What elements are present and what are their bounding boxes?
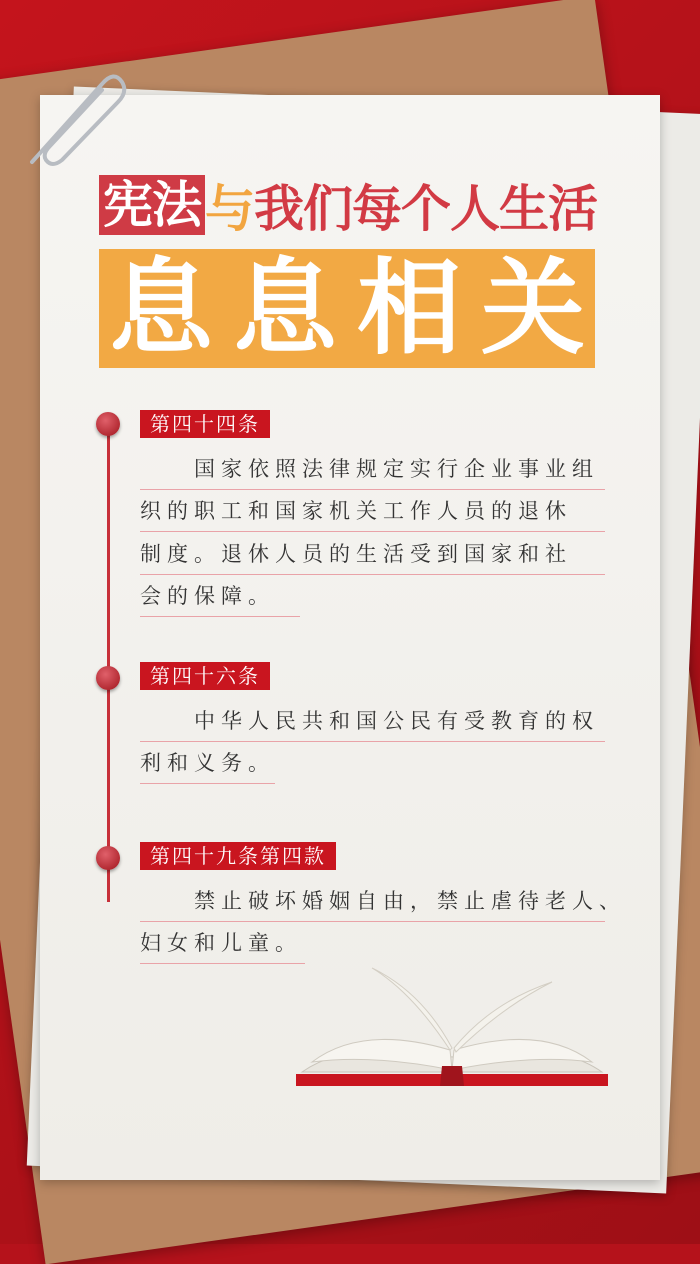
article-line: 禁止破坏婚姻自由，禁止虐待老人、 <box>140 880 605 922</box>
article-line: 会的保障。 <box>140 575 300 617</box>
article-line: 制度。退休人员的生活受到国家和社 <box>140 533 605 575</box>
article-heading: 第四十四条 <box>140 410 270 438</box>
title-main: 我们每个人生活 <box>254 180 597 238</box>
article-heading: 第四十九条第四款 <box>140 842 336 870</box>
title-line-2 <box>99 249 595 368</box>
article-line: 织的职工和国家机关工作人员的退休 <box>140 490 605 532</box>
subtitle-char: 关 <box>480 247 585 369</box>
article-line: 利和义务。 <box>140 742 275 784</box>
article-line: 妇女和儿童。 <box>140 922 305 964</box>
paperclip-icon <box>22 62 132 172</box>
title-highlight: 宪法 <box>99 175 205 235</box>
timeline <box>107 422 110 902</box>
article-line: 中华人民共和国公民有受教育的权 <box>140 700 605 742</box>
subtitle-char: 息 <box>232 247 337 369</box>
title-connector: 与 <box>205 180 254 238</box>
article-line: 国家依照法律规定实行企业事业组 <box>140 448 605 490</box>
subtitle-char: 相 <box>356 247 461 369</box>
timeline-pin <box>96 666 120 690</box>
title-line-1 <box>99 174 597 236</box>
open-book-icon <box>292 962 612 1092</box>
subtitle-char: 息 <box>108 247 213 369</box>
timeline-pin <box>96 846 120 870</box>
article-heading: 第四十六条 <box>140 662 270 690</box>
timeline-pin <box>96 412 120 436</box>
